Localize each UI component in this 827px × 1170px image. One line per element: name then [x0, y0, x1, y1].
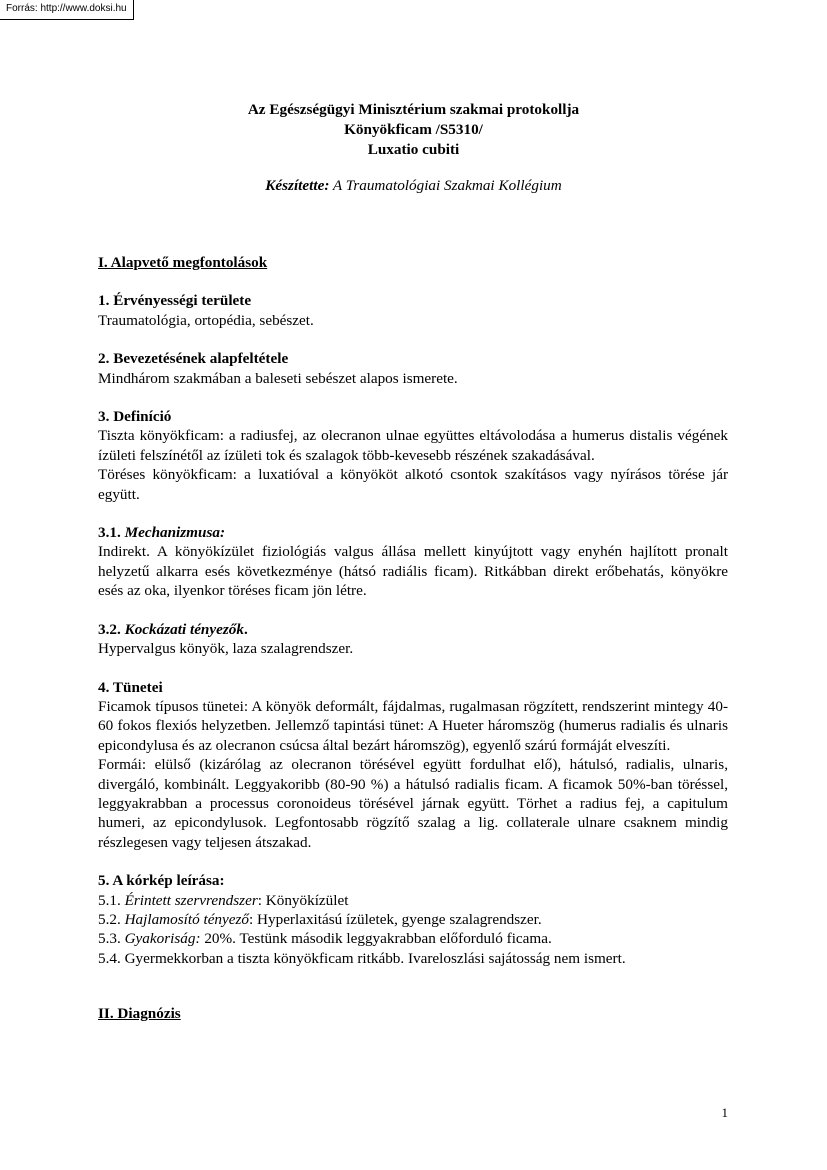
text-definition-fracture: Töréses könyökficam: a luxatióval a könyököt alkotó csontok szakításos vagy nyírásos törése jár együtt. — [98, 466, 728, 503]
item-childhood: 5.4. Gyermekkorban a tiszta könyökficam ritkább. Ivareloszlási sajátosság nem ismert. — [98, 949, 626, 967]
page-number: 1 — [721, 1105, 728, 1120]
author-line — [0, 176, 827, 196]
heading-risk-dot: . — [243, 620, 248, 638]
heading-symptoms: 4. Tünetei — [98, 678, 163, 696]
document-header — [0, 100, 827, 160]
item-predisposing — [98, 910, 728, 929]
item-frequency-number: 5.3. — [98, 930, 121, 948]
document-body — [98, 253, 728, 1024]
author-label: Készítette: — [265, 177, 330, 194]
item-organ-number: 5.1. — [98, 891, 121, 909]
text-prerequisite: Mindhárom szakmában a baleseti sebészet alapos ismerete. — [98, 369, 458, 387]
heading-risk-label: Kockázati tényezők — [124, 620, 244, 638]
heading-description: 5. A kórkép leírása: — [98, 872, 225, 890]
item-predisposing-text: : Hyperlaxitású ízületek, gyenge szalagrendszer. — [249, 910, 542, 928]
header-line-ministry: Az Egészségügyi Minisztérium szakmai protokollja — [247, 101, 580, 118]
text-symptoms-forms: Formái: elülső (kizárólag az olecranon törésével együtt fordulhat elő), hátulsó, radialis, ulnaris, divergáló, kombinált. Leggyakoribb (80-90 %) a hátulsó radialis ficam. A ficamok 50%-ban töréssel, leggyakrabban a processus coronoideus törésével járnak együtt. Törhet a radius fej, a capitulum humeri, az epicondylusok. Legfontosabb rögzítő szalag a lig. collaterale ulnare csaknem mindig részlegesen vagy teljesen átszakad. — [98, 756, 728, 851]
heading-mechanism — [98, 523, 728, 542]
item-organ-label: Érintett szervrendszer — [124, 891, 258, 909]
item-organ-system — [98, 891, 728, 910]
item-predisposing-number: 5.2. — [98, 910, 121, 928]
header-line-title: Könyökficam /S5310/ — [344, 121, 483, 138]
item-predisposing-label: Hajlamosító tényező — [124, 910, 250, 928]
item-organ-text: : Könyökízület — [257, 891, 349, 909]
source-label: Forrás: http://www.doksi.hu — [0, 0, 134, 20]
item-frequency — [98, 929, 728, 948]
heading-prerequisite: 2. Bevezetésének alapfeltétele — [98, 350, 289, 368]
section-title-basics: I. Alapvető megfontolások — [98, 254, 268, 271]
text-symptoms-typical: Ficamok típusos tünetei: A könyök deformált, fájdalmas, rugalmasan rögzített, rendszerint mintegy 40-60 fokos flexiós helyzetben. Jellemző tapintási tünet: A Hueter háromszög (humerus radialis és ulnaris epicondylusa és az olecranon csúcsa által bezárt háromszög), egyenlő szárú formáját elveszíti. — [98, 697, 728, 754]
author-name: A Traumatológiai Szakmai Kollégium — [332, 177, 562, 194]
text-risk-factors: Hypervalgus könyök, laza szalagrendszer. — [98, 640, 354, 658]
header-line-latin: Luxatio cubiti — [367, 141, 460, 158]
heading-mechanism-number: 3.1. — [98, 524, 121, 542]
text-scope: Traumatológia, ortopédia, sebészet. — [98, 311, 314, 329]
heading-mechanism-label: Mechanizmusa: — [124, 524, 226, 542]
item-frequency-label: Gyakoriság: — [124, 930, 201, 948]
heading-risk-number: 3.2. — [98, 620, 121, 638]
section-title-diagnosis: II. Diagnózis — [98, 1005, 181, 1023]
heading-scope: 1. Érvényességi területe — [98, 292, 252, 310]
text-definition-pure: Tiszta könyökficam: a radiusfej, az olecranon ulnae együttes eltávolodása a humerus distalis végének ízületi felszínétől az ízületi tok és szalagok több-kevesebb részének szakadásával. — [98, 427, 728, 464]
heading-risk-factors — [98, 620, 728, 639]
text-mechanism: Indirekt. A könyökízület fiziológiás valgus állása mellett kinyújtott vagy enyhén hajlított pronalt helyzetű alkarra esés következménye (hátsó radiális ficam). Ritkábban direkt erőbehatás, könyökre esés az oka, ilyenkor töréses ficam jön létre. — [98, 543, 728, 600]
heading-definition: 3. Definíció — [98, 408, 172, 426]
item-frequency-text: 20%. Testünk második leggyakrabban előforduló ficama. — [200, 930, 552, 948]
